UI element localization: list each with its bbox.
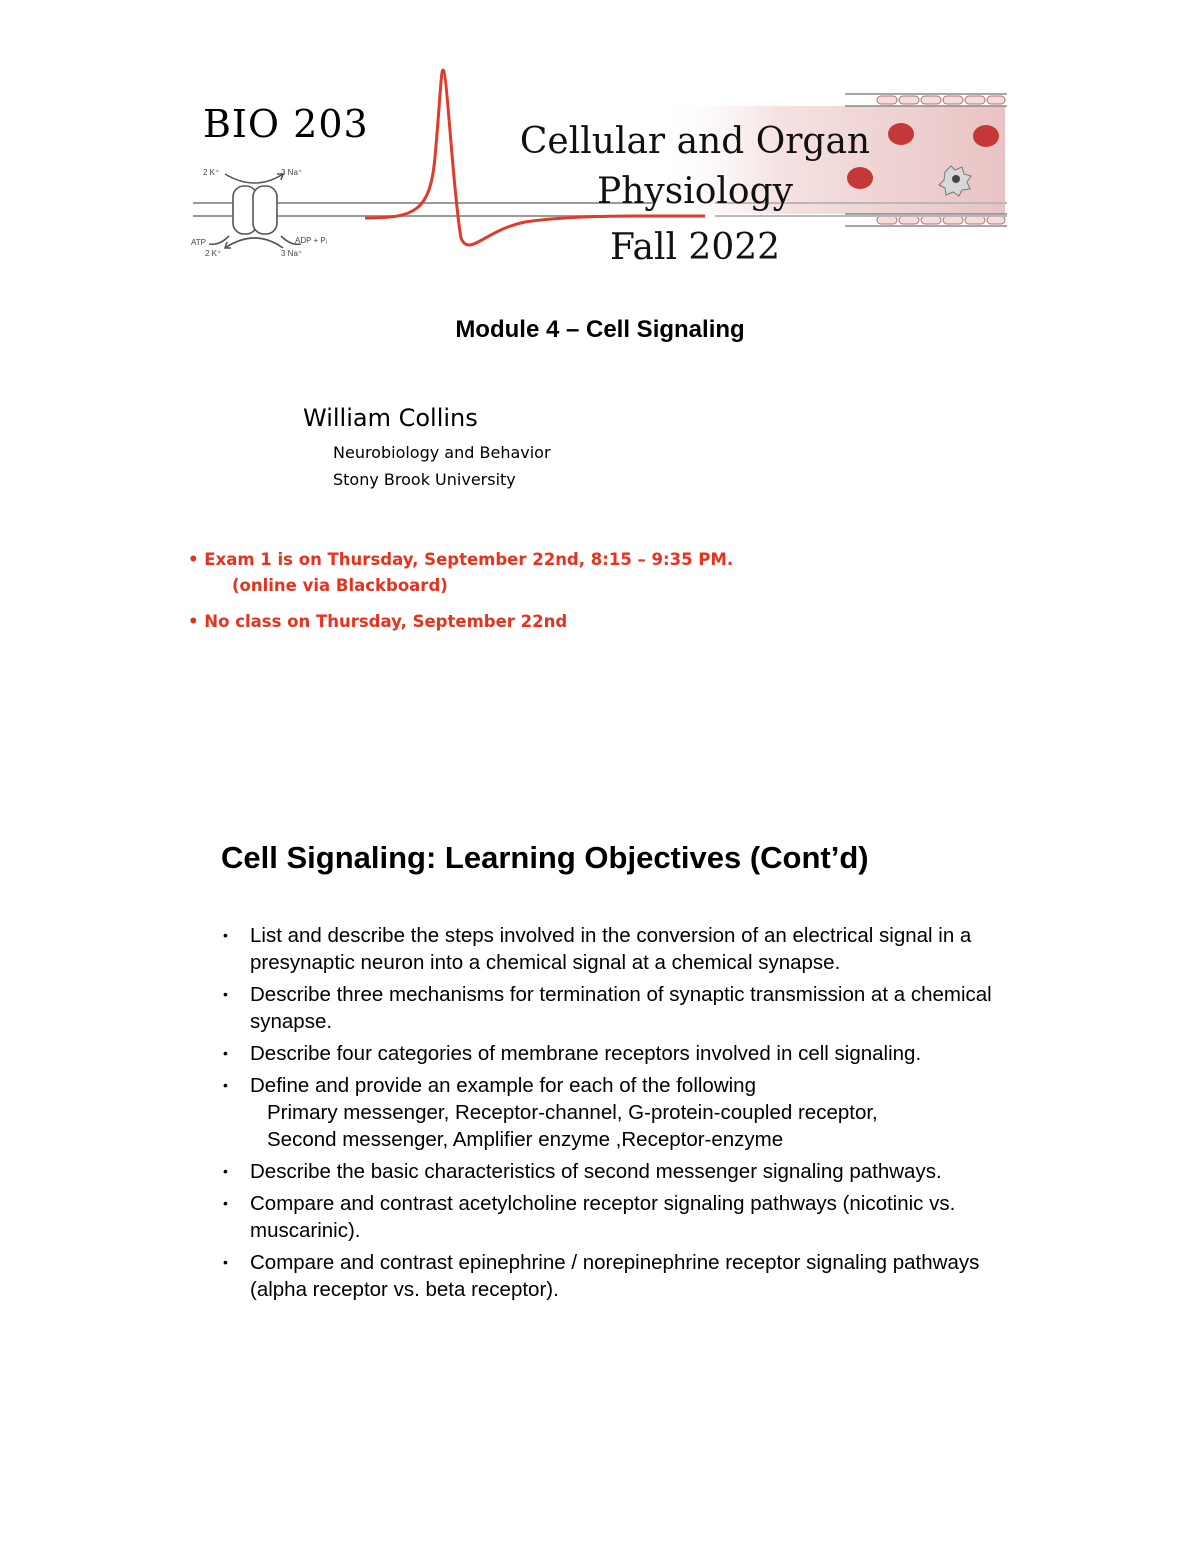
no-class-notice xyxy=(188,612,567,631)
objectives-list xyxy=(221,922,1021,1308)
pump-label-top-left: 2 K⁺ xyxy=(203,168,220,177)
bullet: • xyxy=(223,1163,228,1179)
notice-bullet: • xyxy=(188,550,199,569)
course-title-line-2: Physiology xyxy=(597,171,793,212)
objective-text: Describe four categories of membrane receptors involved in cell signaling. xyxy=(250,1042,922,1065)
pump-label-bottom-left: 2 K⁺ xyxy=(205,249,222,258)
pump-label-atp: ATP xyxy=(191,238,206,247)
bullet: • xyxy=(223,1045,228,1061)
objective-text: Define and provide an example for each of the following xyxy=(250,1074,756,1097)
list-item xyxy=(221,922,1021,976)
objective-sublist xyxy=(250,1099,1021,1153)
exam-notice xyxy=(188,550,733,569)
pump-label-adp: ADP + Pᵢ xyxy=(295,236,328,245)
bullet: • xyxy=(223,1077,228,1093)
objective-text: Describe the basic characteristics of second messenger signaling pathways. xyxy=(250,1160,942,1183)
list-item xyxy=(221,1249,1021,1303)
module-title: Module 4 – Cell Signaling xyxy=(455,316,745,343)
objective-text: List and describe the steps involved in the conversion of an electrical signal in a presynaptic neuron into a chemical signal at a chemical synapse. xyxy=(250,924,972,974)
sub-list-item: Second messenger, Amplifier enzyme ,Receptor-enzyme xyxy=(267,1128,784,1151)
author-university: Stony Brook University xyxy=(333,470,516,489)
course-term: Fall 2022 xyxy=(609,227,781,268)
objective-text: Describe three mechanisms for termination of synaptic transmission at a chemical synapse. xyxy=(250,983,992,1033)
bullet: • xyxy=(223,927,228,943)
bullet: • xyxy=(223,1195,228,1211)
sodium-potassium-pump-icon xyxy=(209,174,301,248)
objective-text: Compare and contrast epinephrine / norepinephrine receptor signaling pathways (alpha receptor vs. beta receptor). xyxy=(250,1251,980,1301)
pump-label-top-right: 3 Na⁺ xyxy=(281,168,303,177)
exam-notice-text: Exam 1 is on Thursday, September 22nd, 8:15 – 9:35 PM. xyxy=(204,550,734,569)
course-title-line-1: Cellular and Organ xyxy=(519,121,871,162)
bullet: • xyxy=(223,986,228,1002)
course-banner xyxy=(185,62,1015,272)
sub-list-item: Primary messenger, Receptor-channel, G-protein-coupled receptor, xyxy=(267,1101,878,1124)
list-item xyxy=(221,1190,1021,1244)
author-name: William Collins xyxy=(303,404,478,432)
course-code: BIO 203 xyxy=(203,102,369,146)
notice-bullet: • xyxy=(188,612,199,631)
pump-label-bottom-right: 3 Na⁺ xyxy=(281,249,303,258)
list-item xyxy=(221,1072,1021,1153)
list-item xyxy=(221,1040,1021,1067)
author-department: Neurobiology and Behavior xyxy=(333,443,551,462)
list-item xyxy=(221,1158,1021,1185)
bullet: • xyxy=(223,1254,228,1270)
list-item xyxy=(221,981,1021,1035)
objective-text: Compare and contrast acetylcholine receptor signaling pathways (nicotinic vs. muscarinic). xyxy=(250,1192,956,1242)
objectives-title: Cell Signaling: Learning Objectives (Cont’d) xyxy=(221,840,869,875)
no-class-notice-text: No class on Thursday, September 22nd xyxy=(204,612,568,631)
exam-notice-subline: (online via Blackboard) xyxy=(232,576,448,595)
